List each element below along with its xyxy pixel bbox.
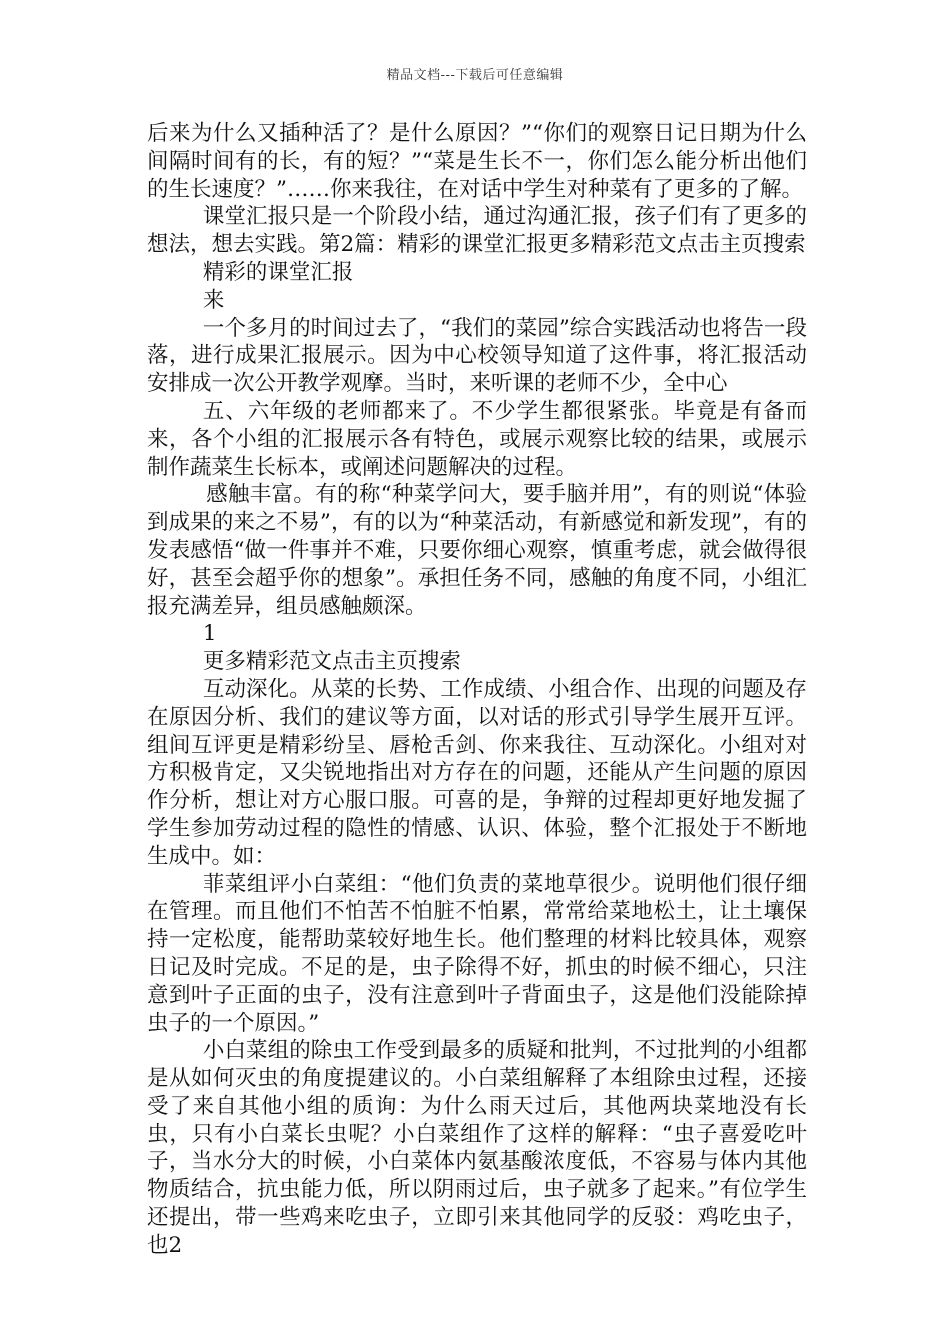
paragraph: 小白菜组的除虫工作受到最多的质疑和批判，不过批判的小组都是从如何灭虫的角度提建议的。小白菜组解释了本组除虫过程，还接受了来自其他小组的质询：为什么雨天过后，其他两块菜地没有长虫，只有小白菜长虫呢？小白菜组作了这样的解释：“虫子喜爱吃叶子，当水分大的时候，小白菜体内氨基酸浓度低，不容易与体内其他物质结合，抗虫能力低，所以阴雨过后，虫子就多了起来。”有位学生还提出，带一些鸡来吃虫子，立即引来其他同学的反驳：鸡吃虫子，也2	[147, 1038, 807, 1258]
paragraph: 互动深化。从菜的长势、工作成绩、小组合作、出现的问题及存在原因分析、我们的建议等方面，以对话的形式引导学生展开互评。组间互评更是精彩纷呈、唇枪舌剑、你来我往、互动深化。小组对对方积极肯定，又尖锐地指出对方存在的问题，还能从产生问题的原因作分析，想让对方心服口服。可喜的是，争辩的过程却更好地发掘了学生参加劳动过程的隐性的情感、认识、体验，整个汇报处于不断地生成中。如：	[147, 676, 807, 869]
paragraph: 更多精彩范文点击主页搜索	[202, 649, 461, 675]
page-header: 精品文档---下载后可任意编辑	[386, 68, 564, 83]
section-title: 精彩的课堂汇报	[202, 259, 354, 285]
paragraph: 来	[202, 287, 225, 313]
paragraph: 感触丰富。有的称“种菜学问大，要手脑并用”，有的则说“体验到成果的来之不易”，有的以为“种菜活动，有新感觉和新发现”，有的发表感悟“做一件事并不难，只要你细心观察，慎重考虑，就会做得很好，甚至会超乎你的想象”。承担任务不同，感触的角度不同，小组汇报充满差异，组员感触颇深。	[147, 482, 807, 619]
paragraph: 一个多月的时间过去了，“我们的菜园”综合实践活动也将告一段落，进行成果汇报展示。因为中心校领导知道了这件事，将汇报活动安排成一次公开教学观摩。当时，来听课的老师不少，全中心	[147, 315, 807, 397]
paragraph: 菲菜组评小白菜组：“他们负责的菜地草很少。说明他们很仔细在管理。而且他们不怕苦不怕脏不怕累，常常给菜地松土，让土壤保持一定松度，能帮助菜较好地生长。他们整理的材料比较具体，观察日记及时完成。不足的是，虫子除得不好，抓虫的时候不细心，只注意到叶子正面的虫子，没有注意到叶子背面虫子，这是他们没能除掉虫子的一个原因。”	[147, 871, 807, 1036]
paragraph: 五、六年级的老师都来了。不少学生都很紧张。毕竟是有备而来，各个小组的汇报展示各有特色，或展示观察比较的结果，或展示制作蔬菜生长标本，或阐述问题解决的过程。	[147, 398, 807, 480]
paragraph: 后来为什么又插种活了？是什么原因？”“你们的观察日记日期为什么间隔时间有的长，有的短？”“菜是生长不一，你们怎么能分析出他们的生长速度？”……你来我往，在对话中学生对种菜有了更多的了解。	[147, 121, 807, 202]
document-body	[147, 120, 807, 1260]
paragraph: 课堂汇报只是一个阶段小结，通过沟通汇报，孩子们有了更多的想法，想去实践。第2篇：精彩的课堂汇报更多精彩范文点击主页搜索	[147, 204, 807, 258]
page-number: 1	[202, 621, 217, 647]
